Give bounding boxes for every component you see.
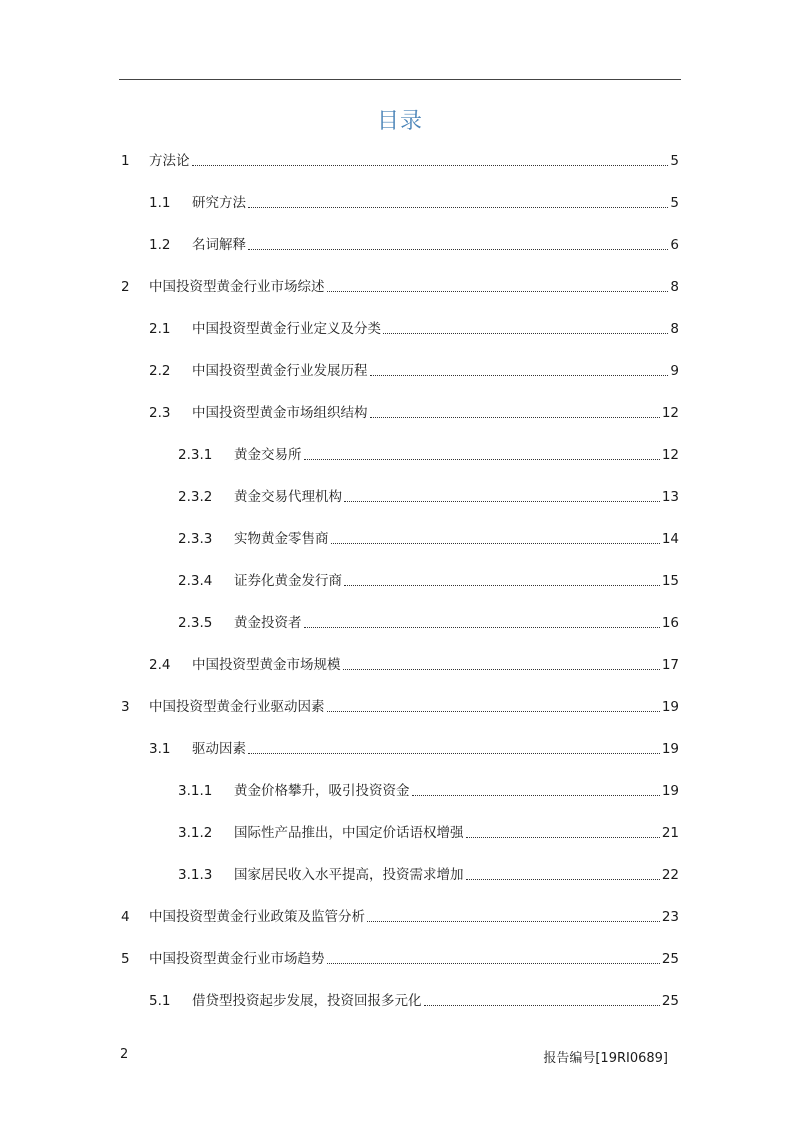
toc-entry-page: 19 (661, 783, 679, 799)
toc-dot-leader (466, 879, 660, 880)
toc-entry-number: 2.3.5 (178, 615, 213, 631)
toc-entry[interactable] (178, 612, 679, 632)
toc-entry-number: 2.3.1 (178, 447, 213, 463)
toc-dot-leader (192, 165, 669, 166)
toc-entry-number: 4 (121, 909, 130, 925)
toc-title: 目录 (376, 109, 423, 134)
toc-dot-leader (248, 207, 668, 208)
toc-entry-page: 22 (661, 867, 679, 883)
toc-dot-leader (327, 711, 660, 712)
toc-entry-title: 研究方法 (192, 195, 246, 211)
toc-entry-page: 17 (661, 657, 679, 673)
toc-entry-page: 9 (670, 363, 679, 379)
toc-entry[interactable] (121, 906, 679, 926)
toc-dot-leader (304, 459, 660, 460)
toc-entry-number: 2.3.4 (178, 573, 213, 589)
header-rule (119, 79, 681, 80)
toc-entry-title: 黄金交易所 (234, 447, 302, 463)
toc-entry-title: 驱动因素 (192, 741, 246, 757)
toc-entry-title: 国际性产品推出，中国定价话语权增强 (234, 825, 464, 841)
toc-entry-number: 3 (121, 699, 130, 715)
toc-dot-leader (331, 543, 660, 544)
toc-entry[interactable] (121, 696, 679, 716)
toc-entry[interactable] (121, 948, 679, 968)
toc-entry-page: 25 (661, 993, 679, 1009)
toc-dot-leader (248, 753, 660, 754)
toc-entry-page: 21 (661, 825, 679, 841)
toc-entry-number: 2.2 (149, 363, 171, 379)
toc-entry-page: 13 (661, 489, 679, 505)
toc-entry[interactable] (149, 738, 679, 758)
toc-entry-title: 证券化黄金发行商 (234, 573, 342, 589)
toc-entry-page: 16 (661, 615, 679, 631)
toc-dot-leader (370, 417, 660, 418)
toc-entry[interactable] (178, 486, 679, 506)
toc-dot-leader (412, 795, 660, 796)
toc-entry[interactable] (178, 780, 679, 800)
toc-entry-number: 2.4 (149, 657, 171, 673)
toc-entry-title: 中国投资型黄金行业定义及分类 (192, 321, 381, 337)
toc-entry-title: 中国投资型黄金行业市场趋势 (149, 951, 325, 967)
toc-entry-title: 借贷型投资起步发展，投资回报多元化 (192, 993, 422, 1009)
toc-entry-page: 5 (670, 195, 679, 211)
toc-entry-number: 3.1.1 (178, 783, 213, 799)
toc-entry[interactable] (149, 990, 679, 1010)
toc-entry[interactable] (149, 654, 679, 674)
footer-report-id: 报告编号[19RI0689] (543, 1051, 668, 1066)
toc-entry[interactable] (149, 234, 679, 254)
toc-entry-number: 1.1 (149, 195, 171, 211)
toc-dot-leader (248, 249, 668, 250)
toc-entry[interactable] (178, 570, 679, 590)
toc-entry-page: 19 (661, 699, 679, 715)
toc-entry-number: 3.1.2 (178, 825, 213, 841)
toc-entry-number: 5 (121, 951, 130, 967)
toc-entry-page: 14 (661, 531, 679, 547)
toc-entry-title: 中国投资型黄金市场规模 (192, 657, 341, 673)
toc-entry-number: 2 (121, 279, 130, 295)
toc-entry-page: 12 (661, 447, 679, 463)
toc-entry[interactable] (178, 864, 679, 884)
toc-entry[interactable] (149, 192, 679, 212)
toc-entry-title: 中国投资型黄金行业市场综述 (149, 279, 325, 295)
toc-entry-title: 实物黄金零售商 (234, 531, 329, 547)
toc-entry-title: 黄金价格攀升，吸引投资资金 (234, 783, 410, 799)
toc-entry-title: 名词解释 (192, 237, 246, 253)
toc-dot-leader (343, 669, 660, 670)
toc-entry-number: 2.3 (149, 405, 171, 421)
toc-entry-title: 黄金投资者 (234, 615, 302, 631)
toc-entry-title: 方法论 (149, 153, 190, 169)
toc-entry-title: 中国投资型黄金行业政策及监管分析 (149, 909, 365, 925)
toc-entry[interactable] (149, 318, 679, 338)
toc-dot-leader (424, 1005, 660, 1006)
toc-entry-page: 8 (670, 321, 679, 337)
toc-entry-number: 1.2 (149, 237, 171, 253)
toc-dot-leader (304, 627, 660, 628)
toc-dot-leader (327, 291, 669, 292)
toc-entry-title: 中国投资型黄金行业发展历程 (192, 363, 368, 379)
toc-entry-page: 15 (661, 573, 679, 589)
toc-entry[interactable] (178, 444, 679, 464)
toc-dot-leader (383, 333, 668, 334)
toc-dot-leader (370, 375, 669, 376)
toc-entry-number: 3.1 (149, 741, 171, 757)
toc-entry-page: 12 (661, 405, 679, 421)
toc-entry-title: 黄金交易代理机构 (234, 489, 342, 505)
toc-entry-number: 5.1 (149, 993, 171, 1009)
toc-dot-leader (344, 501, 660, 502)
toc-entry-page: 6 (670, 237, 679, 253)
toc-entry-page: 8 (670, 279, 679, 295)
toc-dot-leader (327, 963, 660, 964)
toc-entry[interactable] (178, 822, 679, 842)
toc-entry[interactable] (178, 528, 679, 548)
toc-entry-number: 2.3.3 (178, 531, 213, 547)
toc-entry[interactable] (121, 150, 679, 170)
toc-entry-number: 1 (121, 153, 130, 169)
toc-entry-title: 中国投资型黄金行业驱动因素 (149, 699, 325, 715)
toc-entry[interactable] (121, 276, 679, 296)
toc-dot-leader (367, 921, 660, 922)
toc-entry-title: 中国投资型黄金市场组织结构 (192, 405, 368, 421)
toc-entry-title: 国家居民收入水平提高，投资需求增加 (234, 867, 464, 883)
toc-dot-leader (466, 837, 660, 838)
toc-entry-number: 3.1.3 (178, 867, 213, 883)
footer-page-number: 2 (120, 1047, 129, 1062)
toc-entry-page: 23 (661, 909, 679, 925)
toc-entry-page: 25 (661, 951, 679, 967)
toc-entry-page: 5 (670, 153, 679, 169)
toc-entry-page: 19 (661, 741, 679, 757)
toc-entry-number: 2.3.2 (178, 489, 213, 505)
toc-entry[interactable] (149, 402, 679, 422)
toc-dot-leader (344, 585, 660, 586)
toc-entry[interactable] (149, 360, 679, 380)
toc-entry-number: 2.1 (149, 321, 171, 337)
